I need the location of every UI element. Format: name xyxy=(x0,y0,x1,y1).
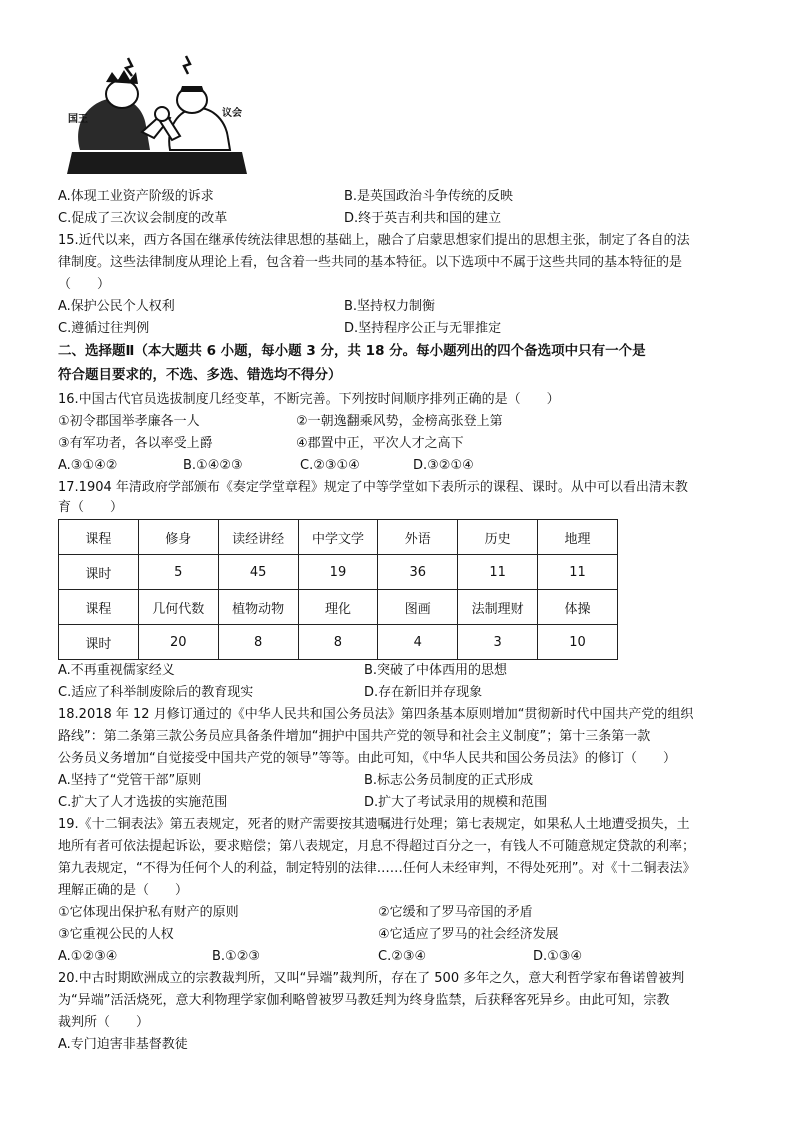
q15-option-a: A.保护公民个人权利 xyxy=(58,299,175,314)
table-row xyxy=(59,590,618,625)
q16-option-c: C.②③①④ xyxy=(300,458,360,473)
q16-option-a: A.③①④② xyxy=(58,458,118,473)
table-cell: 修身 xyxy=(138,520,218,555)
q19-item-3: ③它重视公民的人权 xyxy=(58,927,174,942)
q18-option-d: D.扩大了考试录用的规模和范围 xyxy=(364,795,548,810)
q14-option-a: A.体现工业资产阶级的诉求 xyxy=(58,189,214,204)
section2-title-line-1: 二、选择题Ⅱ（本大题共 6 小题，每小题 3 分，共 18 分。每小题列出的四个备选项中只有一个是 xyxy=(58,343,646,359)
table-cell: 读经讲经 xyxy=(218,520,298,555)
table-cell: 理化 xyxy=(298,590,378,625)
q19-option-a: A.①②③④ xyxy=(58,949,118,964)
q18-option-a: A.坚持了“党管干部”原则 xyxy=(58,773,202,788)
table-cell: 外语 xyxy=(378,520,458,555)
table-cell: 3 xyxy=(458,625,538,660)
q19-option-d: D.①③④ xyxy=(533,949,583,964)
table-cell: 36 xyxy=(378,555,458,590)
table-cell: 中学文学 xyxy=(298,520,378,555)
q16-item-4: ④郡置中正，平次人才之高下 xyxy=(296,436,464,451)
table-cell: 地理 xyxy=(538,520,618,555)
q16-item-2: ②一朝逸翻乘风势，金榜高张登上第 xyxy=(296,414,503,429)
q19-option-c: C.②③④ xyxy=(378,949,427,964)
table-cell: 8 xyxy=(218,625,298,660)
q15-stem-line-1: 15.近代以来，西方各国在继承传统法律思想的基础上，融合了启蒙思想家们提出的思想主张，制定了各自的法 xyxy=(58,233,690,248)
q19-option-b: B.①②③ xyxy=(212,949,261,964)
table-cell: 课程 xyxy=(59,590,139,625)
q18-option-c: C.扩大了人才选拔的实施范围 xyxy=(58,795,228,810)
table-cell: 20 xyxy=(138,625,218,660)
table-cell: 课程 xyxy=(59,520,139,555)
table-cell: 4 xyxy=(378,625,458,660)
table-cell: 8 xyxy=(298,625,378,660)
q15-option-b: B.坚持权力制衡 xyxy=(344,299,436,314)
q16-stem: 16.中国古代官员选拔制度几经变革，不断完善。下列按时间顺序排列正确的是（ ） xyxy=(58,392,560,407)
q20-option-a: A.专门迫害非基督教徒 xyxy=(58,1037,188,1052)
q18-stem-line-2: 路线”：第二条第三款公务员应具备条件增加“拥护中国共产党的领导和社会主义制度”；第十三条第一款 xyxy=(58,729,651,744)
q15-option-c: C.遵循过往判例 xyxy=(58,321,150,336)
section2-title-line-2: 符合题目要求的，不选、多选、错选均不得分） xyxy=(58,367,342,383)
q14-option-d: D.终于英吉利共和国的建立 xyxy=(344,211,502,226)
q17-option-d: D.存在新旧并存现象 xyxy=(364,685,483,700)
table-cell: 历史 xyxy=(458,520,538,555)
table-cell: 5 xyxy=(138,555,218,590)
table-cell: 几何代数 xyxy=(138,590,218,625)
q17-option-b: B.突破了中体西用的思想 xyxy=(364,663,508,678)
q16-item-3: ③有军功者，各以率受上爵 xyxy=(58,436,213,451)
q20-stem-line-3: 裁判所（ ） xyxy=(58,1015,150,1030)
q17-stem-line-1: 17.1904 年清政府学部颁布《奏定学堂章程》规定了中等学堂如下表所示的课程、课时。从中可以看出清末教 xyxy=(58,480,688,495)
q18-stem-line-3: 公务员义务增加“自觉接受中国共产党的领导”等等。由此可知，《中华人民共和国公务员法》的修订（ ） xyxy=(58,751,676,766)
table-cell: 10 xyxy=(538,625,618,660)
table-cell: 植物动物 xyxy=(218,590,298,625)
table-cell: 图画 xyxy=(378,590,458,625)
table-cell: 11 xyxy=(458,555,538,590)
q18-option-b: B.标志公务员制度的正式形成 xyxy=(364,773,534,788)
q20-stem-line-1: 20.中古时期欧洲成立的宗教裁判所，又叫“异端”裁判所，存在了 500 多年之久，意大利哲学家布鲁诺曾被判 xyxy=(58,971,685,986)
q19-item-2: ②它缓和了罗马帝国的矛盾 xyxy=(378,905,533,920)
q18-stem-line-1: 18.2018 年 12 月修订通过的《中华人民共和国公务员法》第四条基本原则增加“贯彻新时代中国共产党的组织 xyxy=(58,707,694,722)
table-cell: 11 xyxy=(538,555,618,590)
cartoon-label-parliament: 议会 xyxy=(222,108,242,119)
q19-stem-line-1: 19.《十二铜表法》第五表规定，死者的财产需要按其遗嘱进行处理；第七表规定，如果私人土地遭受损失，土 xyxy=(58,817,690,832)
q16-option-d: D.③②①④ xyxy=(413,458,474,473)
table-row xyxy=(59,625,618,660)
q15-stem-line-3: （ ） xyxy=(58,277,111,292)
q14-option-b: B.是英国政治斗争传统的反映 xyxy=(344,189,514,204)
q20-stem-line-2: 为“异端”活活烧死，意大利物理学家伽利略曾被罗马教廷判为终身监禁，后获释客死异乡。由此可知，宗教 xyxy=(58,993,670,1008)
q17-option-a: A.不再重视儒家经义 xyxy=(58,663,175,678)
table-cell: 45 xyxy=(218,555,298,590)
table-row xyxy=(59,555,618,590)
q15-stem-line-2: 律制度。这些法律制度从理论上看，包含着一些共同的基本特征。以下选项中不属于这些共同的基本特征的是 xyxy=(58,255,683,270)
q15-option-d: D.坚持程序公正与无罪推定 xyxy=(344,321,502,336)
q19-item-1: ①它体现出保护私有财产的原则 xyxy=(58,905,239,920)
q16-item-1: ①初令郡国举孝廉各一人 xyxy=(58,414,200,429)
q19-stem-line-3: 第九表规定，“不得为任何个人的利益，制定特别的法律……任何人未经审判，不得处死刑”。对《十二铜表法》 xyxy=(58,861,696,876)
q17-stem-line-2: 育（ ） xyxy=(58,500,124,515)
q14-option-c: C.促成了三次议会制度的改革 xyxy=(58,211,228,226)
table-cell: 19 xyxy=(298,555,378,590)
political-cartoon xyxy=(62,52,252,178)
cartoon-label-king: 国王 xyxy=(68,114,88,125)
q19-stem-line-4: 理解正确的是（ ） xyxy=(58,883,189,898)
table-row xyxy=(59,520,618,555)
q16-option-b: B.①④②③ xyxy=(183,458,243,473)
table-cell: 法制理财 xyxy=(458,590,538,625)
table-cell: 课时 xyxy=(59,555,139,590)
table-cell: 课时 xyxy=(59,625,139,660)
q19-item-4: ④它适应了罗马的社会经济发展 xyxy=(378,927,559,942)
course-hours-table xyxy=(58,519,618,660)
q19-stem-line-2: 地所有者可依法提起诉讼，要求赔偿；第八表规定，月息不得超过百分之一，有钱人不可随意规定贷款的利率； xyxy=(58,839,696,854)
q17-option-c: C.适应了科举制废除后的教育现实 xyxy=(58,685,254,700)
table-cell: 体操 xyxy=(538,590,618,625)
